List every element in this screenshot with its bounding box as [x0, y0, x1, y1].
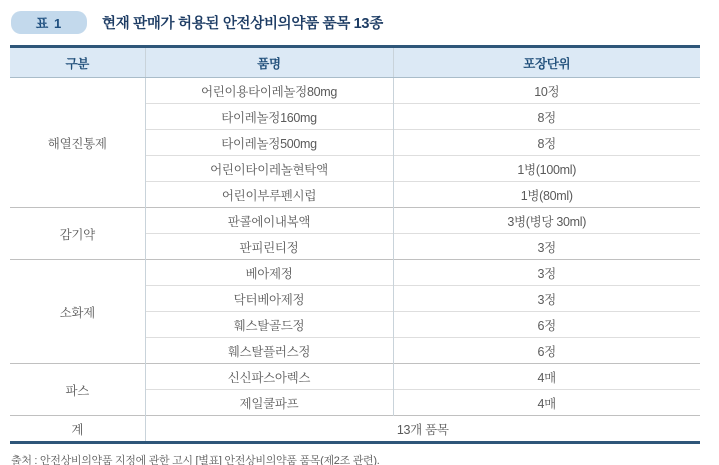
product-name-cell: 훼스탈플러스정 [145, 338, 393, 364]
total-label-cell: 계 [10, 416, 145, 443]
total-row [10, 416, 700, 443]
product-name-cell: 닥터베아제정 [145, 286, 393, 312]
category-cell: 파스 [10, 364, 145, 416]
package-unit-cell: 1병(100ml) [393, 156, 700, 182]
header-package-unit: 포장단위 [393, 47, 700, 78]
table-row [10, 260, 700, 286]
product-name-cell: 어린이부루펜시럽 [145, 182, 393, 208]
package-unit-cell: 3정 [393, 260, 700, 286]
product-name-cell: 어린이용타이레놀정80mg [145, 78, 393, 104]
table-title: 현재 판매가 허용된 안전상비의약품 품목 13종 [102, 15, 383, 32]
table-row [10, 208, 700, 234]
package-unit-cell: 3병(병당 30ml) [393, 208, 700, 234]
package-unit-cell: 6정 [393, 338, 700, 364]
medicine-table [10, 45, 700, 444]
category-cell: 감기약 [10, 208, 145, 260]
package-unit-cell: 8정 [393, 130, 700, 156]
category-cell: 해열진통제 [10, 78, 145, 208]
product-name-cell: 어린이타이레놀현탁액 [145, 156, 393, 182]
product-name-cell: 훼스탈골드정 [145, 312, 393, 338]
package-unit-cell: 8정 [393, 104, 700, 130]
package-unit-cell: 3정 [393, 286, 700, 312]
category-cell: 소화제 [10, 260, 145, 364]
product-name-cell: 판콜에이내복액 [145, 208, 393, 234]
package-unit-cell: 4매 [393, 364, 700, 390]
package-unit-cell: 3정 [393, 234, 700, 260]
total-value-cell: 13개 품목 [145, 416, 700, 443]
table-row [10, 78, 700, 104]
package-unit-cell: 6정 [393, 312, 700, 338]
header-product-name: 품명 [145, 47, 393, 78]
table-row [10, 364, 700, 390]
header-category: 구분 [10, 47, 145, 78]
package-unit-cell: 1병(80ml) [393, 182, 700, 208]
product-name-cell: 타이레놀정160mg [145, 104, 393, 130]
source-note: 출처 : 안전상비의약품 지정에 관한 고시 [별표] 안전상비의약품 품목(제2조 관련). [11, 455, 380, 465]
product-name-cell: 베아제정 [145, 260, 393, 286]
table-number-badge: 표 1 [11, 11, 87, 34]
package-unit-cell: 4매 [393, 390, 700, 416]
product-name-cell: 신신파스아렉스 [145, 364, 393, 390]
package-unit-cell: 10정 [393, 78, 700, 104]
header-row [10, 47, 700, 78]
product-name-cell: 판피린티정 [145, 234, 393, 260]
table-title-row [0, 0, 719, 35]
product-name-cell: 제일쿨파프 [145, 390, 393, 416]
product-name-cell: 타이레놀정500mg [145, 130, 393, 156]
